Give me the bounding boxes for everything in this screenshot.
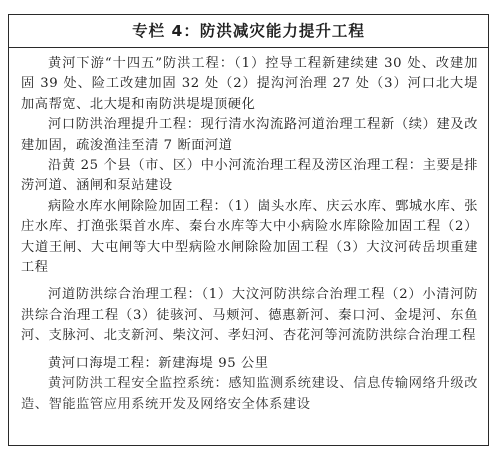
box-body [9,48,488,415]
info-box [8,14,489,446]
paragraph-small-river-waterlogging: 沿黄 25 个县（市、区）中小河流治理工程及涝区治理工程：主要是排涝河道、涵闸和泵站建设 [21,158,478,194]
paragraph-yellow-river-lower-flood-works: 黄河下游“十四五”防洪工程：（1）控导工程新建续建 30 处、改建加固 39 处、险工改建加固 32 处（2）提沟河治理 27 处（3）河口北大堤加高帮宽、北大堤和南防洪堤堤顶硬化 [21,56,478,112]
paragraph-estuary-flood-control: 河口防洪治理提升工程：现行清水沟流路河道治理工程新（续）建及改建加固，疏浚渔洼至清 7 断面河道 [21,117,478,153]
paragraph-reservoir-sluice-reinforcement: 病险水库水闸除险加固工程：（1）崮头水库、庆云水库、鄄城水库、张庄水库、打渔张渠首水库、秦台水库等大中小病险水库除险加固工程（2）大道王闸、大屯闸等大中型病险水闸除险加固工程（3）大汶河砖岳坝重建工程 [21,198,478,276]
paragraph-estuary-seawall: 黄河口海堤工程：新建海堤 95 公里 [48,355,269,371]
paragraph-river-comprehensive-treatment: 河道防洪综合治理工程：（1）大汶河防洪综合治理工程（2）小清河防洪综合治理工程（3）徒骇河、马颊河、德惠新河、秦口河、金堤河、东鱼河、支脉河、北支新河、柴汶河、孝妇河、杏花河等河流防洪综合治理工程 [21,287,478,344]
paragraph-safety-monitoring-system: 黄河防洪工程安全监控系统：感知监测系统建设、信息传输网络升级改造、智能监管应用系统开发及网络安全体系建设 [21,376,478,412]
box-title: 专栏 4：防洪减灾能力提升工程 [9,15,488,48]
